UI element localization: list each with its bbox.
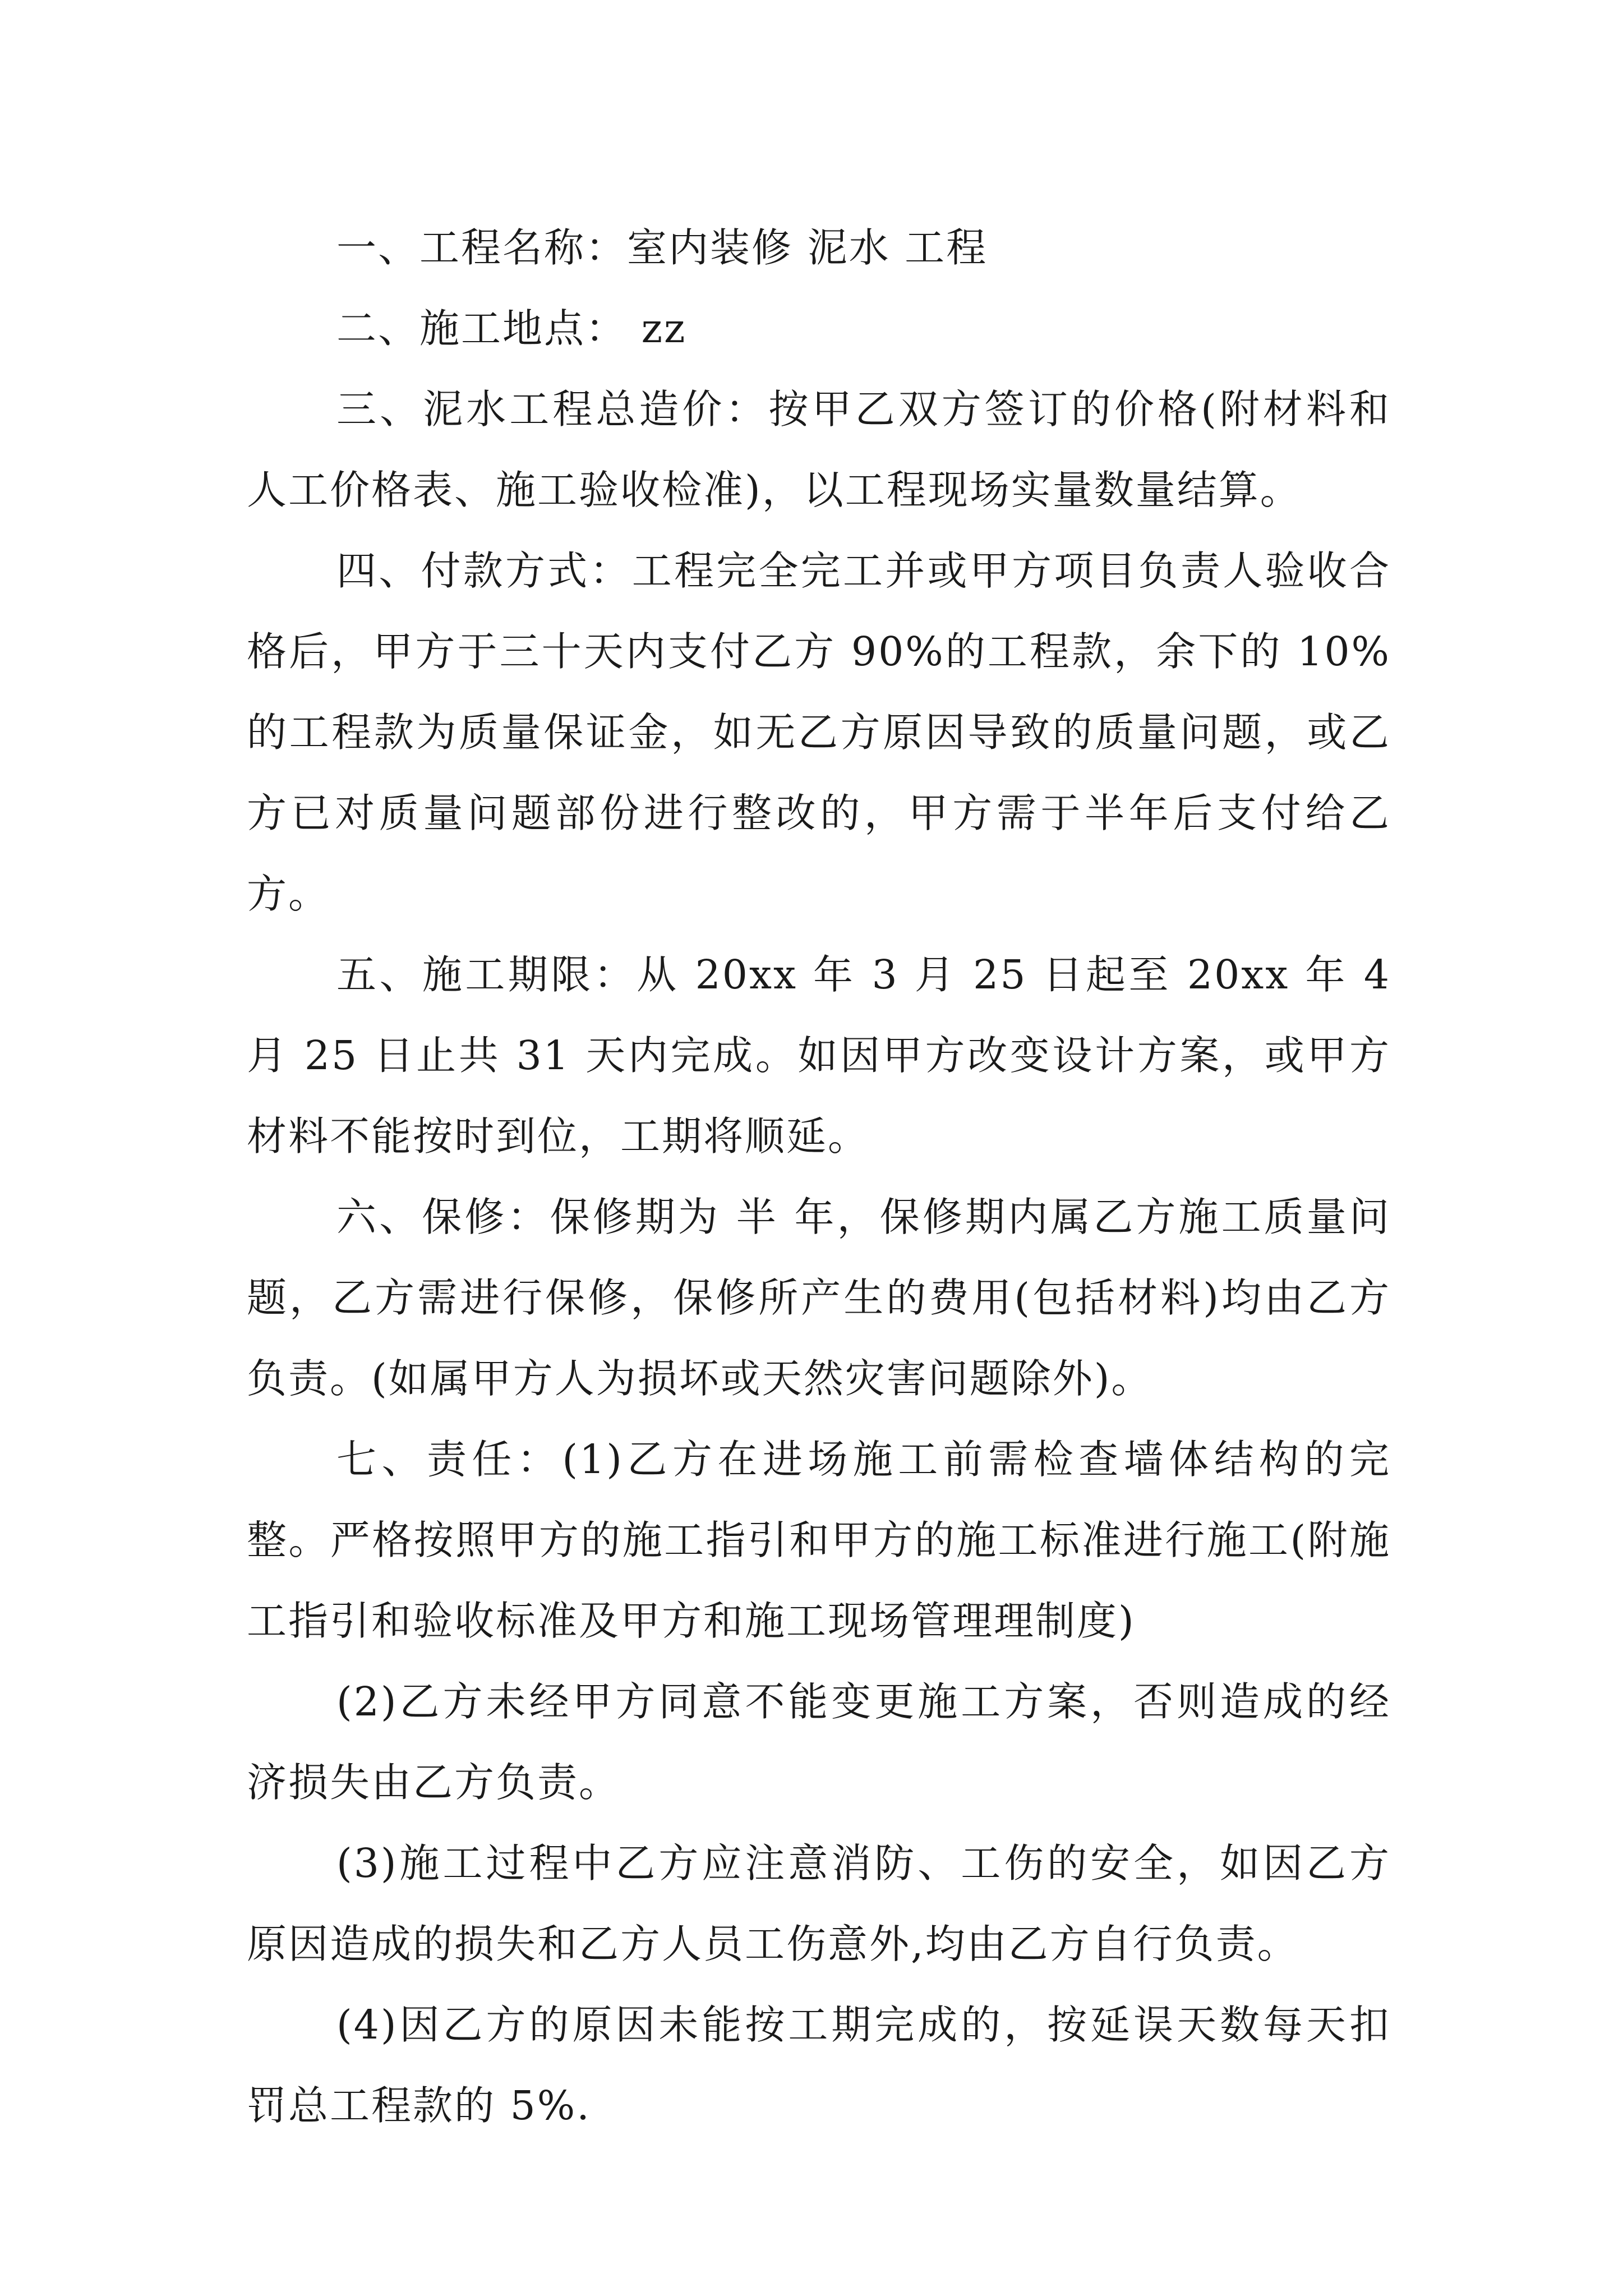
paragraph-project-name: 一、工程名称：室内装修 泥水 工程 — [336, 224, 988, 271]
paragraph-responsibility-1: 七、责任：(1)乙方在进场施工前需检查墙体结构的完整。严格按照甲方的施工指引和甲方的施工标准进行施工(附施工指引和验收标准及甲方和施工现场管理理制度) — [247, 1436, 1391, 1644]
document-body — [247, 208, 1391, 2146]
paragraph-responsibility-4: (4)因乙方的原因未能按工期完成的，按延误天数每天扣罚总工程款的 5%. — [247, 2001, 1391, 2129]
paragraph-construction-site: 二、施工地点： zz — [336, 305, 687, 352]
paragraph-payment-method: 四、付款方式：工程完全完工并或甲方项目负责人验收合格后，甲方于三十天内支付乙方 90%的工程款，余下的 10%的工程款为质量保证金，如无乙方原因导致的质量问题，或乙方已对质量问题部份进行整改的，甲方需于半年后支付给乙方。 — [247, 547, 1391, 917]
paragraph-responsibility-2: (2)乙方未经甲方同意不能变更施工方案，否则造成的经济损失由乙方负责。 — [247, 1678, 1391, 1806]
paragraph-warranty: 六、保修：保修期为 半 年，保修期内属乙方施工质量问题，乙方需进行保修，保修所产生的费用(包括材料)均由乙方负责。(如属甲方人为损坏或天然灾害问题除外)。 — [247, 1194, 1391, 1402]
paragraph-total-cost: 三、泥水工程总造价：按甲乙双方签订的价格(附材料和人工价格表、施工验收检准)，以工程现场实量数量结算。 — [247, 386, 1391, 513]
paragraph-construction-period: 五、施工期限：从 20xx 年 3 月 25 日起至 20xx 年 4 月 25 日止共 31 天内完成。如因甲方改变设计方案，或甲方材料不能按时到位，工期将顺延。 — [247, 951, 1391, 1159]
paragraph-responsibility-3: (3)施工过程中乙方应注意消防、工伤的安全，如因乙方原因造成的损失和乙方人员工伤意外,均由乙方自行负责。 — [247, 1840, 1391, 1967]
